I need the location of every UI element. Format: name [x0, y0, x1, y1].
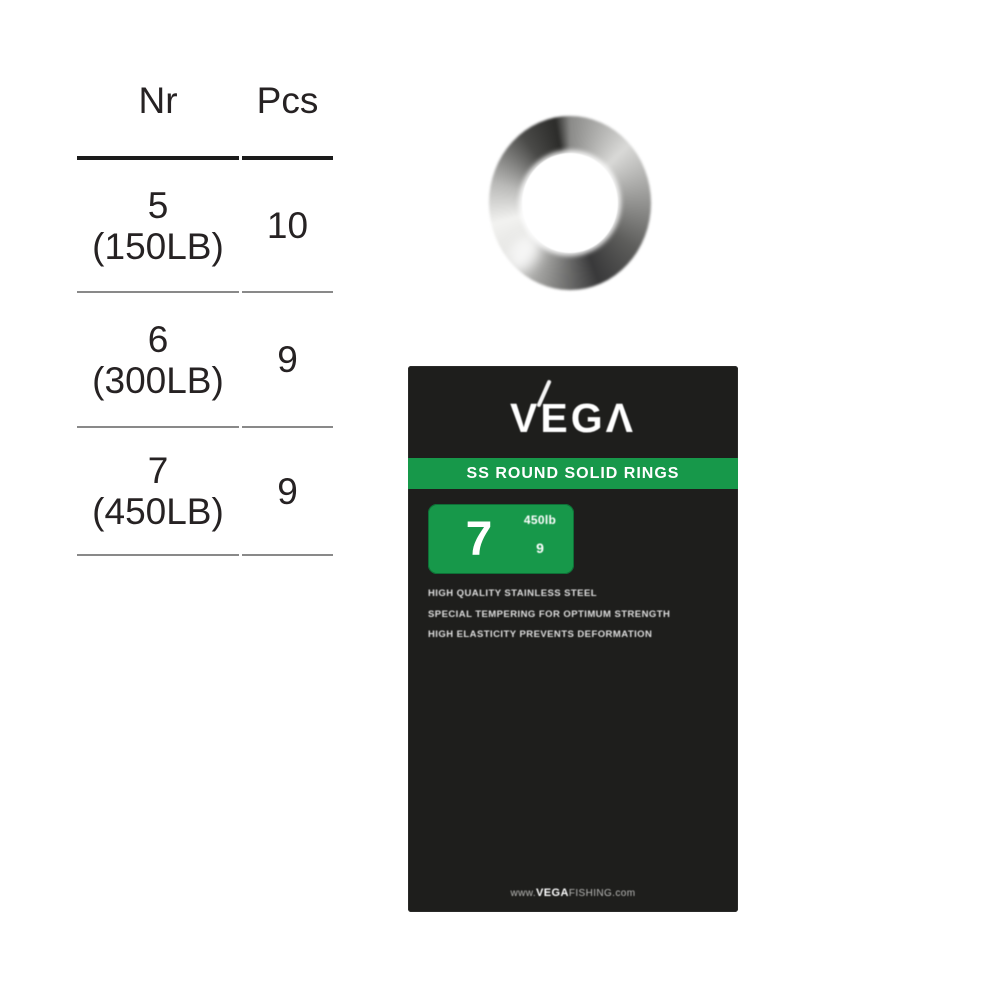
lb-rating: (300LB): [92, 359, 224, 401]
feature-line: SPECIAL TEMPERING FOR OPTIMUM STRENGTH: [428, 608, 671, 620]
feature-line: HIGH QUALITY STAINLESS STEEL: [428, 588, 598, 599]
brand-logo: VEGΛ: [510, 395, 636, 441]
feature-line: HIGH ELASTICITY PREVENTS DEFORMATION: [428, 629, 653, 640]
spec-badge-right: [516, 504, 574, 574]
url-brand: VEGA: [536, 887, 569, 899]
table-row-pcs-cell: [242, 428, 333, 556]
table-row-pcs-cell: [242, 293, 333, 428]
feature-list: [428, 584, 670, 646]
lb-rating: (450LB): [92, 491, 224, 532]
pcs-value: 9: [277, 470, 298, 512]
nr-value: 6: [147, 318, 169, 360]
ring-photo: [489, 116, 651, 290]
strength-rating: 450lb: [523, 513, 557, 527]
ring-hole: [522, 153, 618, 253]
table-header-pcs: Pcs: [242, 78, 333, 160]
pcs-value: 9: [277, 339, 298, 380]
nr-value: 7: [147, 450, 169, 491]
pieces-count: 9: [536, 540, 544, 556]
pcs-value: 10: [266, 205, 309, 246]
ring-size: 7: [465, 512, 493, 566]
product-title-banner: SS ROUND SOLID RINGS: [408, 458, 738, 489]
table-row-nr-cell: [77, 293, 239, 428]
product-package: [408, 366, 738, 912]
url-prefix: www.: [510, 888, 537, 899]
spec-badge: [428, 504, 574, 574]
spec-table: [77, 78, 333, 556]
table-row-nr-cell: [77, 428, 239, 556]
url-suffix: FISHING.com: [568, 888, 636, 899]
website-url: [408, 887, 738, 899]
table-row-nr-cell: [77, 160, 239, 293]
table-row-pcs-cell: [242, 160, 333, 293]
lb-rating: (150LB): [92, 225, 224, 267]
table-header-nr: Nr: [77, 78, 239, 160]
nr-value: 5: [147, 184, 169, 226]
